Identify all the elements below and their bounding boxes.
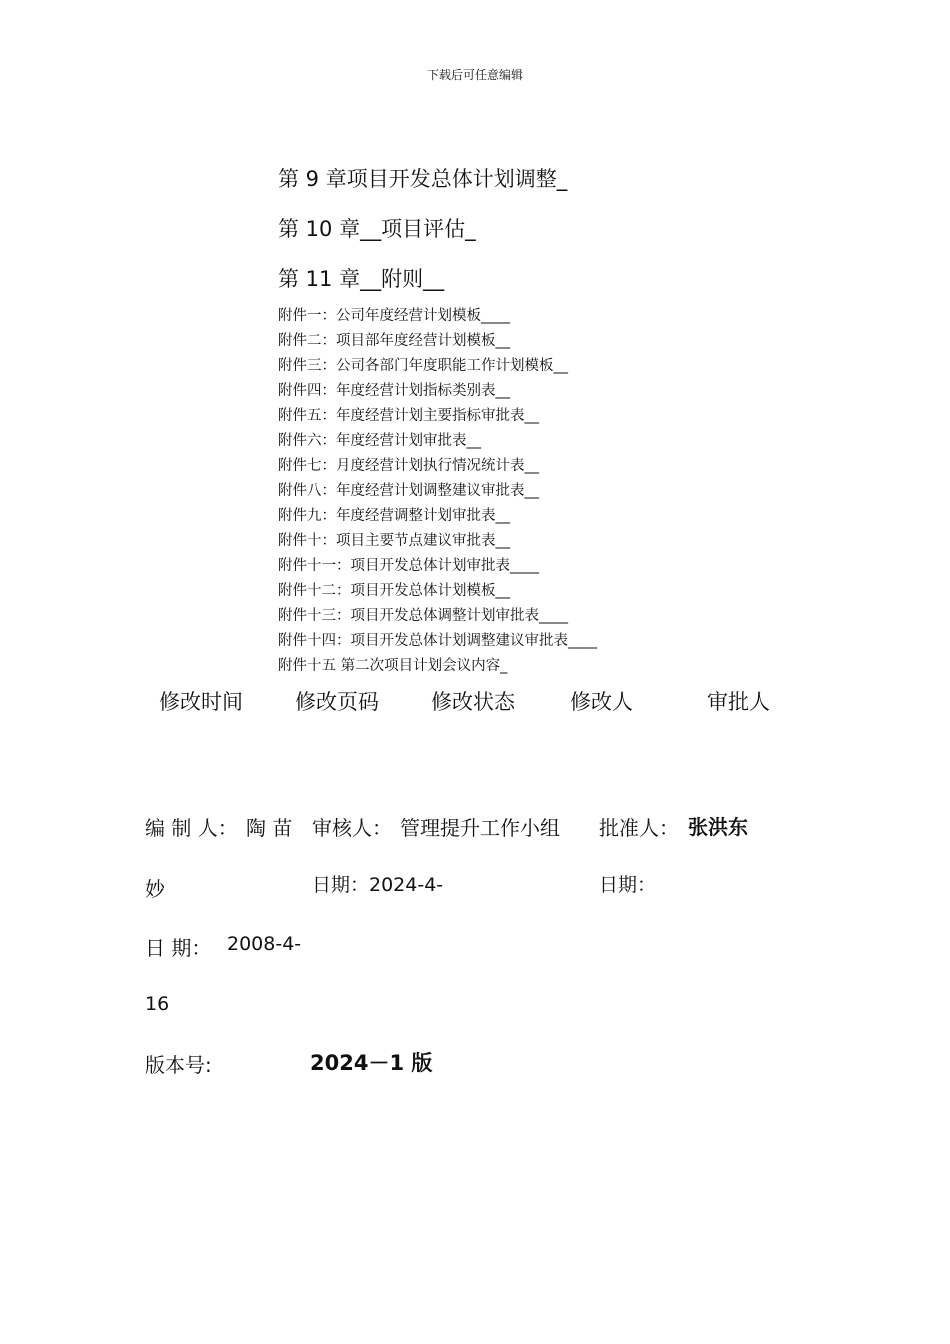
reviewer-date: 日期：2024-4- xyxy=(312,874,444,896)
annex-item: 附件九：年度经营调整计划审批表__ xyxy=(278,508,510,524)
chapter-9: 第 9 章项目开发总体计划调整_ xyxy=(278,167,568,191)
approver-name: 张洪东 xyxy=(688,815,748,839)
annex-item: 附件三：公司各部门年度职能工作计划模板__ xyxy=(278,358,568,374)
version-value: 2024－1 版 xyxy=(310,1051,433,1075)
col-approved-by: 审批人 xyxy=(707,690,770,714)
page-header-note: 下载后可任意编辑 xyxy=(426,68,523,82)
reviewer-name: 管理提升工作小组 xyxy=(400,816,560,840)
chapter-11: 第 11 章__附则__ xyxy=(278,267,445,291)
annex-item: 附件十五 第二次项目计划会议内容_ xyxy=(278,658,508,674)
annex-item: 附件六：年度经营计划审批表__ xyxy=(278,433,481,449)
annex-item: 附件十四：项目开发总体计划调整建议审批表____ xyxy=(278,633,597,649)
preparer-date-cont: 16 xyxy=(145,993,170,1015)
preparer-date-label: 日 期： xyxy=(145,936,212,960)
annex-item: 附件五：年度经营计划主要指标审批表__ xyxy=(278,408,539,424)
version-label: 版本号: xyxy=(145,1053,212,1077)
annex-item: 附件四：年度经营计划指标类别表__ xyxy=(278,383,510,399)
annex-item: 附件十二：项目开发总体计划模板__ xyxy=(278,583,510,599)
approver-date: 日期： xyxy=(599,874,657,896)
annex-item: 附件十一：项目开发总体计划审批表____ xyxy=(278,558,539,574)
approver-label: 批准人： xyxy=(599,816,679,840)
annex-item: 附件十三：项目开发总体调整计划审批表____ xyxy=(278,608,568,624)
preparer-name: 陶 苗 xyxy=(246,816,293,840)
col-revised-by: 修改人 xyxy=(570,690,633,714)
reviewer-label: 审核人： xyxy=(312,816,392,840)
preparer-label: 编 制 人： xyxy=(145,816,238,840)
annex-item: 附件一：公司年度经营计划模板____ xyxy=(278,308,510,324)
annex-item: 附件十：项目主要节点建议审批表__ xyxy=(278,533,510,549)
preparer-name-cont: 妙 xyxy=(145,877,165,901)
annex-item: 附件八：年度经营计划调整建议审批表__ xyxy=(278,483,539,499)
annex-item: 附件二：项目部年度经营计划模板__ xyxy=(278,333,510,349)
chapter-10: 第 10 章__项目评估_ xyxy=(278,217,476,241)
col-revision-time: 修改时间 xyxy=(159,690,243,714)
preparer-date: 2008-4- xyxy=(227,933,302,955)
annex-item: 附件七：月度经营计划执行情况统计表__ xyxy=(278,458,539,474)
col-revision-status: 修改状态 xyxy=(431,690,515,714)
col-revision-page: 修改页码 xyxy=(295,690,379,714)
